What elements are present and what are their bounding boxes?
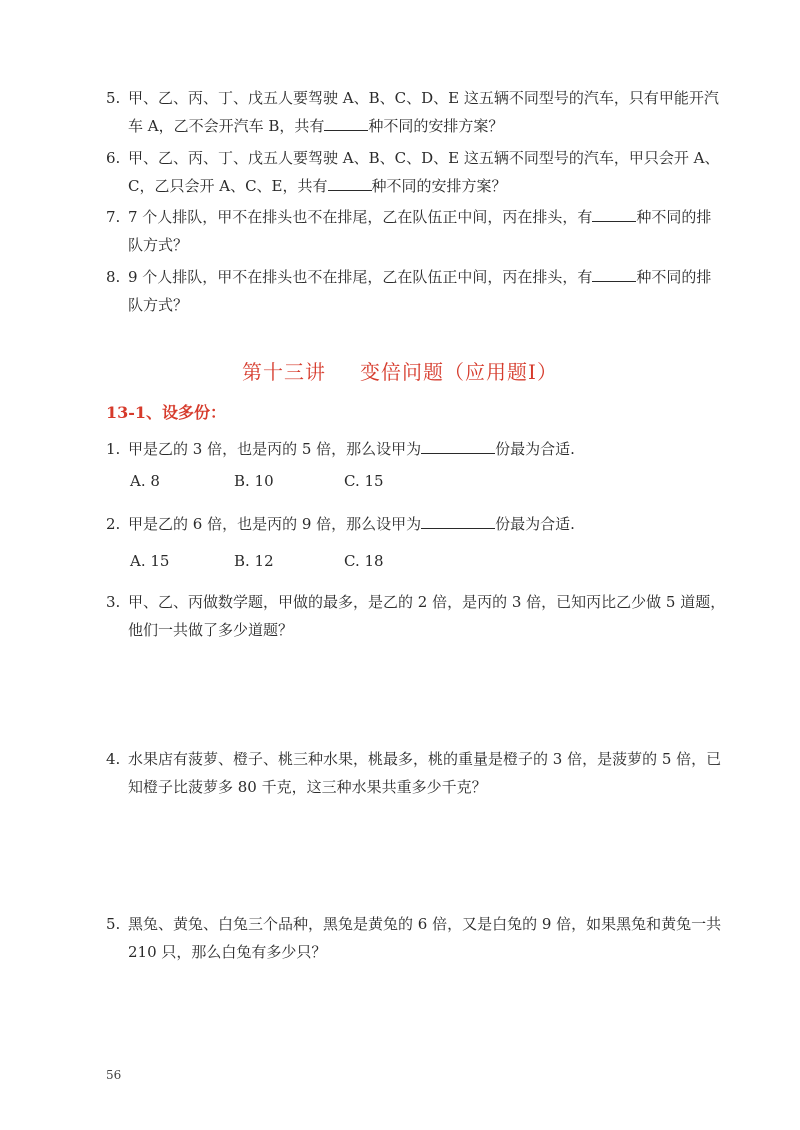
question-number: 8. — [106, 268, 121, 286]
option-a: A. 8 — [130, 472, 160, 490]
lecture-topic: 变倍问题（应用题Ⅰ） — [360, 360, 558, 384]
question-2 — [106, 510, 726, 538]
question-number: 6. — [106, 149, 121, 167]
option-b: B. 10 — [234, 472, 274, 490]
lecture-title — [0, 356, 800, 385]
question-number: 5. — [106, 915, 121, 933]
section-heading: 13-1、设多份： — [106, 403, 227, 422]
answer-blank — [592, 264, 636, 282]
question-number: 7. — [106, 208, 121, 226]
question-text: 甲、乙、丙、丁、戊五人要驾驶 A、B、C、D、E 这五辆不同型号的汽车，甲只会开 A、C，乙只会开 A、C、E，共有 种不同的安排方案？ — [128, 149, 720, 195]
question-text: 甲、乙、丙做数学题，甲做的最多，是乙的 2 倍，是丙的 3 倍，已知丙比乙少做 5 道题，他们一共做了多少道题？ — [128, 593, 726, 639]
answer-blank — [324, 113, 368, 131]
question-number: 2. — [106, 515, 121, 533]
question-number: 1. — [106, 440, 121, 458]
option-b: B. 12 — [234, 552, 274, 570]
question-text: 7 个人排队，甲不在排头也不在排尾，乙在队伍正中间，丙在排头，有 种不同的排队方式？ — [106, 203, 726, 259]
question-5 — [106, 910, 726, 966]
question-3 — [106, 588, 726, 644]
lecture-number: 第十三讲 — [242, 360, 327, 384]
question-text: 甲是乙的 3 倍，也是丙的 5 倍，那么设甲为 份最为合适. — [106, 435, 726, 463]
question-number: 4. — [106, 750, 121, 768]
question-1 — [106, 435, 726, 463]
answer-blank — [592, 204, 636, 222]
option-c: C. 18 — [344, 552, 384, 570]
option-c: C. 15 — [344, 472, 384, 490]
question-number: 3. — [106, 593, 121, 611]
answer-blank — [421, 511, 495, 529]
question-text: 水果店有菠萝、橙子、桃三种水果，桃最多，桃的重量是橙子的 3 倍，是菠萝的 5 倍，已知橙子比菠萝多 80 千克，这三种水果共重多少千克？ — [128, 750, 722, 796]
question-6-prior — [106, 144, 726, 200]
option-a: A. 15 — [130, 552, 170, 570]
question-5-prior — [106, 84, 726, 140]
question-text: 9 个人排队，甲不在排头也不在排尾，乙在队伍正中间，丙在排头，有 种不同的排队方式？ — [106, 263, 726, 319]
answer-blank — [328, 173, 372, 191]
question-number: 5. — [106, 89, 121, 107]
question-4 — [106, 745, 726, 801]
question-text: 黑兔、黄兔、白兔三个品种，黑兔是黄兔的 6 倍，又是白兔的 9 倍，如果黑兔和黄兔一共 210 只，那么白兔有多少只？ — [128, 915, 722, 961]
question-text: 甲、乙、丙、丁、戊五人要驾驶 A、B、C、D、E 这五辆不同型号的汽车，只有甲能开汽车 A，乙不会开汽车 B，共有 种不同的安排方案？ — [128, 89, 719, 135]
page-number: 56 — [106, 1068, 122, 1082]
question-7-prior — [106, 203, 726, 259]
question-text: 甲是乙的 6 倍，也是丙的 9 倍，那么设甲为 份最为合适. — [106, 510, 726, 538]
answer-blank — [421, 436, 495, 454]
question-8-prior — [106, 263, 726, 319]
